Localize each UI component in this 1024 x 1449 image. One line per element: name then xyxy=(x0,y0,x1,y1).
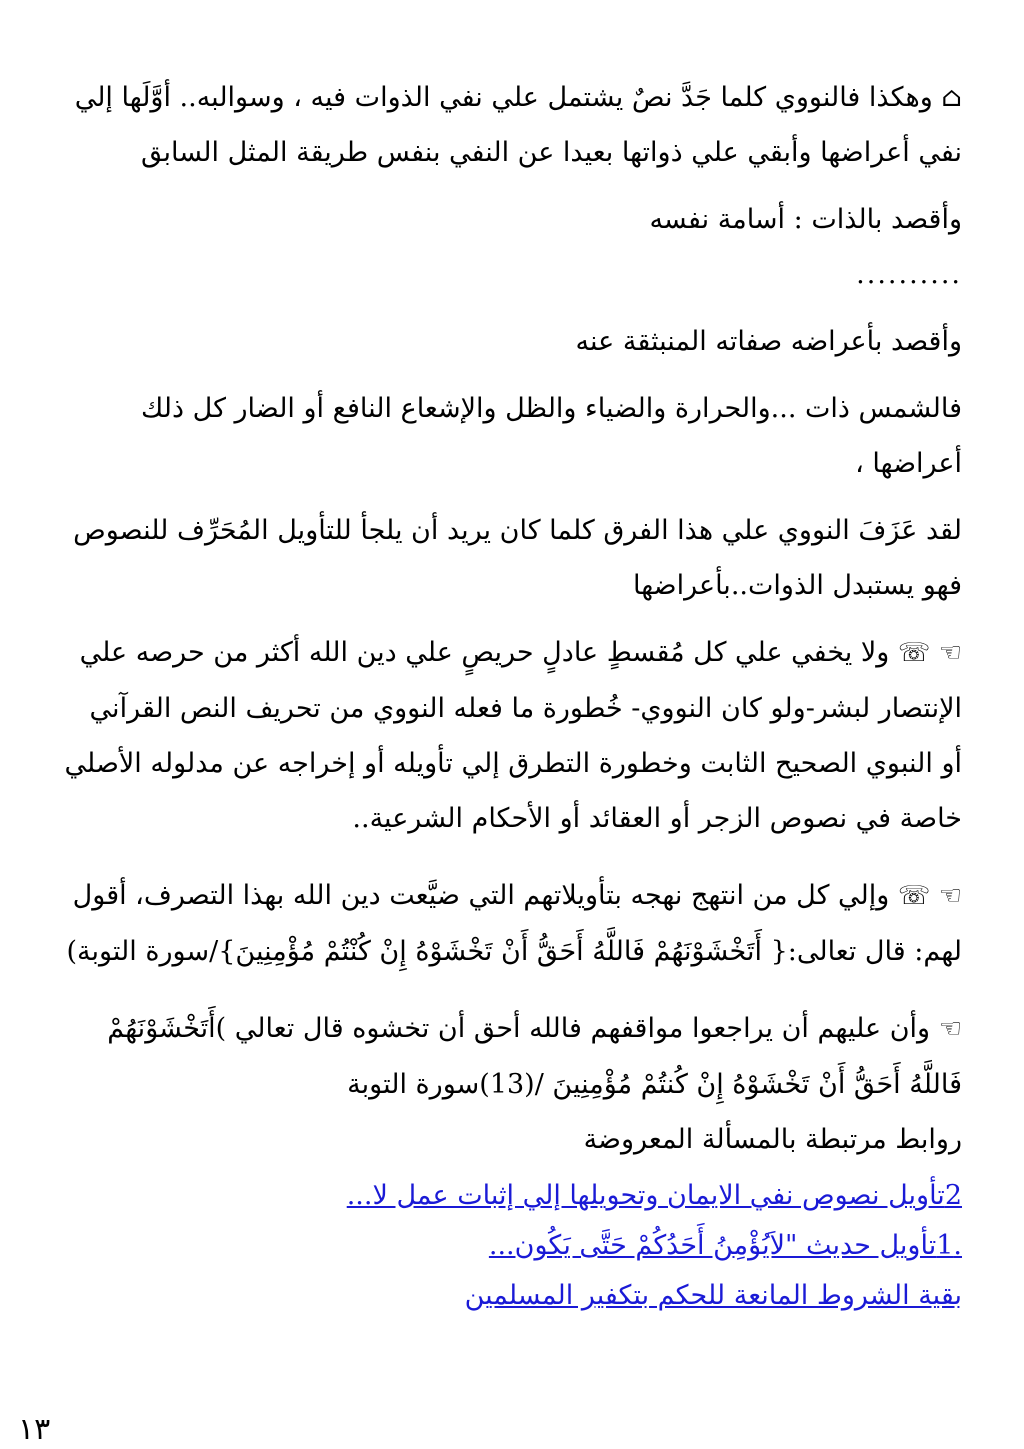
related-links-heading: روابط مرتبطة بالمسألة المعروضة xyxy=(583,1124,962,1155)
document-body xyxy=(62,70,962,1321)
paragraph-address-text: وإلي كل من انتهج نهجه بتأويلاتهم التي ضيَّعت دين الله بهذا التصرف، أقول لهم: قال تعالى:{ أَتَخْشَوْنَهُمْ فَاللَّهُ أَحَقُّ أَنْ تَخْشَوْهُ إِنْ كُنْتُمْ مُؤْمِنِينَ}/سورة التوبة) xyxy=(66,880,962,967)
paragraph-review-text: وأن عليهم أن يراجعوا مواقفهم فالله أحق أن تخشوه قال تعالي )أَتَخْشَوْنَهُمْ فَاللَّهُ أَحَقُّ أَنْ تَخْشَوْهُ إِنْ كُنتُمْ مُؤْمِنِينَ /(13)سورة التوبة xyxy=(107,1013,962,1100)
pointing-hand-icon: ☜ xyxy=(938,1014,962,1044)
pointing-hand-phone-icon: ☜ ☏ xyxy=(897,881,962,911)
paragraph-warning-text: ولا يخفي علي كل مُقسطٍ عادلٍ حريصٍ علي دين الله أكثر من حرصه علي الإنتصار لبشر-ولو كان النووي- خُطورة ما فعله النووي من تحريف النص القرآني أو النبوي الصحيح الثابت وخطورة التطرق إلي تأويله أو إخراجه عن مدلوله الأصلي خاصة في نصوص الزجر أو العقائد أو الأحكام الشرعية.. xyxy=(64,637,962,834)
related-link-negation-faith[interactable]: 2تأويل نصوص نفي الايمان وتحويلها إلي إثبات عمل لا... xyxy=(346,1180,962,1211)
paragraph-meaning-attributes: وأقصد بأعراضه صفاته المنبثقة عنه xyxy=(575,326,962,357)
related-links-list xyxy=(62,1171,962,1321)
paragraph-warning-distortion xyxy=(62,625,962,846)
paragraph-nawawi-negation: ⌂ وهكذا فالنووي كلما جَدَّ نصٌ يشتمل علي نفي الذوات فيه ، وسوالبه.. أوَّلَها إلي نفي أعراضها وأبقي علي ذواتها بعيدا عن النفي بنفس طريقة المثل السابق xyxy=(74,82,962,168)
page-number: ١٣ xyxy=(18,1412,51,1447)
paragraph-sun-example: فالشمس ذات ...والحرارة والضياء والظل والإشعاع النافع أو الضار كل ذلك أعراضها ، xyxy=(141,393,962,479)
pointing-hand-phone-icon: ☜ ☏ xyxy=(897,638,962,668)
related-link-takfir-conditions[interactable]: بقية الشروط المانعة للحكم بتكفير المسلمين xyxy=(464,1280,962,1311)
paragraph-nawawi-distinction: لقد عَزَفَ النووي علي هذا الفرق كلما كان يريد أن يلجأ للتأويل المُحَرِّف للنصوص فهو يستبدل الذوات..بأعراضها xyxy=(73,515,962,601)
separator-dots: .......... xyxy=(856,259,962,290)
related-link-hadith-interpretation[interactable]: .1تأويل حديث "لاَيُؤْمِنُ أَحَدُكُمْ حَتَّى يَكُون... xyxy=(488,1230,962,1261)
paragraph-address-followers xyxy=(62,868,962,979)
paragraph-review-positions xyxy=(62,1001,962,1112)
paragraph-meaning-essence: وأقصد بالذات : أسامة نفسه xyxy=(649,204,962,235)
